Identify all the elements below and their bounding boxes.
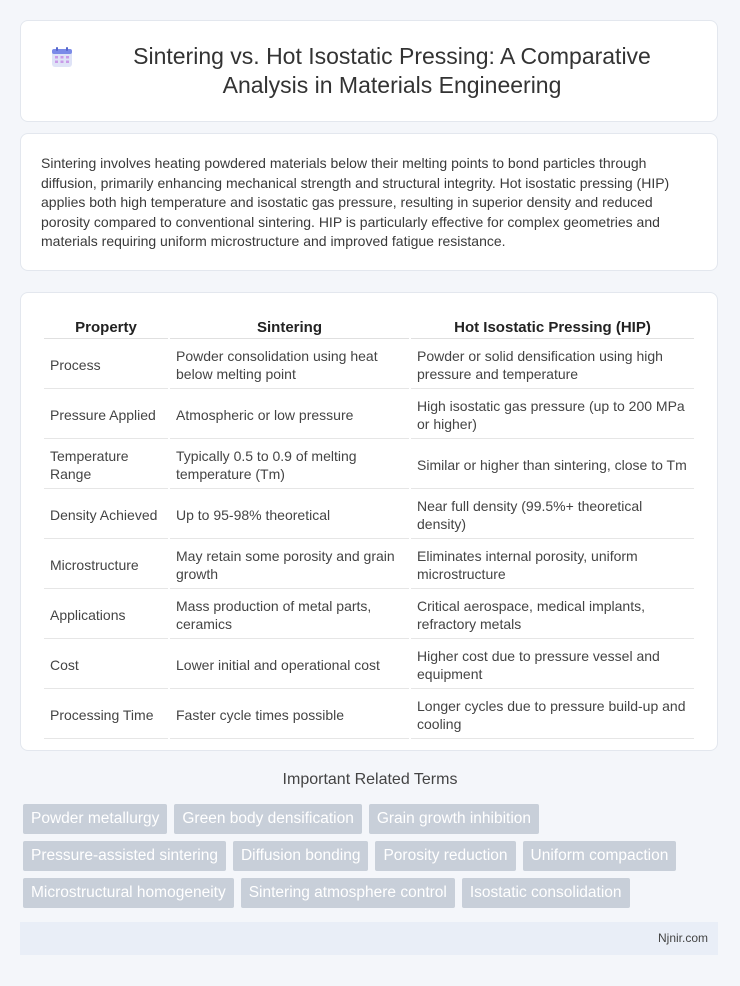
term-tag[interactable]: Porosity reduction xyxy=(375,841,515,871)
row-sintering: Faster cycle times possible xyxy=(170,691,409,739)
table-row xyxy=(44,641,694,689)
term-row xyxy=(23,878,723,908)
row-hip: Near full density (99.5%+ theoretical density) xyxy=(411,491,694,539)
footer xyxy=(20,922,718,955)
header-hip: Hot Isostatic Pressing (HIP) xyxy=(411,315,694,339)
row-hip: Eliminates internal porosity, uniform microstructure xyxy=(411,541,694,589)
row-sintering: Typically 0.5 to 0.9 of melting temperature (Tm) xyxy=(170,441,409,489)
row-property: Pressure Applied xyxy=(44,391,168,439)
page-title: Sintering vs. Hot Isostatic Pressing: A Comparative Analysis in Materials Engineering xyxy=(133,43,651,98)
row-sintering: Mass production of metal parts, ceramics xyxy=(170,591,409,639)
table-row xyxy=(44,691,694,739)
row-sintering: May retain some porosity and grain growth xyxy=(170,541,409,589)
intro-paragraph: Sintering involves heating powdered materials below their melting points to bond particles through diffusion, primarily enhancing mechanical strength and structural integrity. Hot isostatic pressing (HIP) applies both high temperature and isostatic gas pressure, resulting in superior density and reduced porosity compared to conventional sintering. HIP is particularly effective for complex geometries and materials requiring uniform microstructure and improved fatigue resistance. xyxy=(41,155,670,250)
term-tag[interactable]: Microstructural homogeneity xyxy=(23,878,234,908)
term-tag[interactable]: Sintering atmosphere control xyxy=(241,878,455,908)
table-row xyxy=(44,591,694,639)
term-tag[interactable]: Grain growth inhibition xyxy=(369,804,539,834)
title-card xyxy=(20,20,718,122)
table-row xyxy=(44,491,694,539)
table-row xyxy=(44,441,694,489)
row-property: Cost xyxy=(44,641,168,689)
row-property: Density Achieved xyxy=(44,491,168,539)
row-hip: Critical aerospace, medical implants, refractory metals xyxy=(411,591,694,639)
comparison-table xyxy=(42,313,696,741)
term-tag[interactable]: Uniform compaction xyxy=(523,841,677,871)
table-row xyxy=(44,541,694,589)
row-property: Microstructure xyxy=(44,541,168,589)
row-property: Temperature Range xyxy=(44,441,168,489)
row-hip: Similar or higher than sintering, close to Tm xyxy=(411,441,694,489)
term-tag[interactable]: Green body densification xyxy=(174,804,361,834)
comparison-card xyxy=(20,292,718,751)
header-property: Property xyxy=(44,315,168,339)
row-hip: Longer cycles due to pressure build-up and cooling xyxy=(411,691,694,739)
intro-card xyxy=(20,133,718,271)
row-property: Applications xyxy=(44,591,168,639)
row-sintering: Atmospheric or low pressure xyxy=(170,391,409,439)
term-row xyxy=(23,804,723,834)
header-sintering: Sintering xyxy=(170,315,409,339)
term-row xyxy=(23,841,723,871)
row-property: Process xyxy=(44,341,168,389)
term-tag[interactable]: Pressure-assisted sintering xyxy=(23,841,226,871)
row-hip: Powder or solid densification using high pressure and temperature xyxy=(411,341,694,389)
table-row xyxy=(44,341,694,389)
table-header-row xyxy=(44,315,694,339)
row-hip: High isostatic gas pressure (up to 200 MPa or higher) xyxy=(411,391,694,439)
calendar-icon xyxy=(51,46,73,68)
row-property: Processing Time xyxy=(44,691,168,739)
table-row xyxy=(44,391,694,439)
footer-site-link[interactable]: Njnir.com xyxy=(657,931,708,945)
term-tag[interactable]: Isostatic consolidation xyxy=(462,878,630,908)
row-hip: Higher cost due to pressure vessel and equipment xyxy=(411,641,694,689)
row-sintering: Up to 95-98% theoretical xyxy=(170,491,409,539)
related-terms xyxy=(23,804,723,915)
row-sintering: Lower initial and operational cost xyxy=(170,641,409,689)
row-sintering: Powder consolidation using heat below melting point xyxy=(170,341,409,389)
term-tag[interactable]: Powder metallurgy xyxy=(23,804,167,834)
term-tag[interactable]: Diffusion bonding xyxy=(233,841,369,871)
related-terms-title: Important Related Terms xyxy=(282,771,458,788)
